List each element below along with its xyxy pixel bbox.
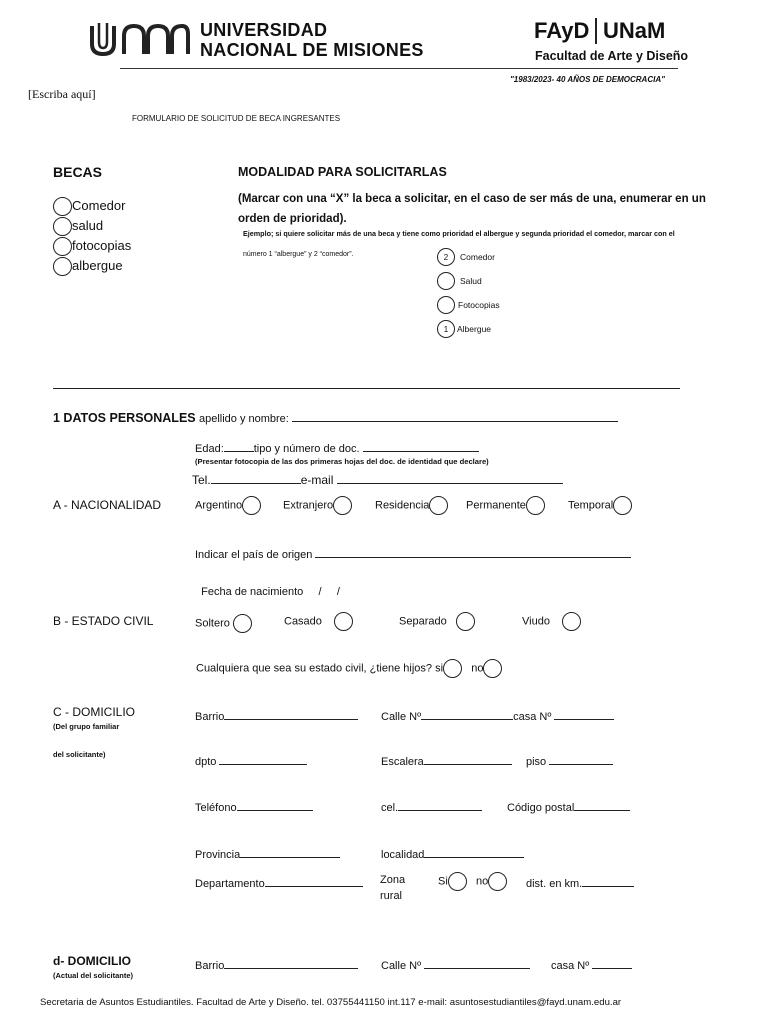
option-residencia[interactable]: Residencia [375, 496, 448, 515]
university-name-line2: NACIONAL DE MISIONES [200, 40, 424, 60]
becas-list [53, 196, 131, 276]
beca-item-fotocopias[interactable]: fotocopias [53, 236, 131, 256]
radio[interactable] [242, 496, 261, 515]
domicilio-d-subtitle: (Actual del solicitante) [53, 971, 134, 980]
modalidad-instruction-1: (Marcar con una “X” la beca a solicitar, en el caso de ser más de una, enumerar en un [238, 193, 706, 205]
dist-input[interactable] [582, 874, 634, 887]
beca-item-comedor[interactable]: Comedor [53, 196, 131, 216]
radio[interactable] [562, 612, 581, 631]
escalera-field: Escalera [381, 752, 512, 768]
escalera-input[interactable] [424, 752, 512, 765]
footer: Secretaria de Asuntos Estudiantiles. Facultad de Arte y Diseño. tel. 03755441150 int.117 e-mail: asuntosestudiantiles@fayd.unam.edu.ar [40, 997, 622, 1008]
modalidad-title: MODALIDAD PARA SOLICITARLAS [238, 165, 447, 179]
beca-item-salud[interactable]: salud [53, 216, 131, 236]
option-extranjero[interactable]: Extranjero [283, 496, 352, 515]
priority-circle: 1 [437, 320, 455, 338]
name-label: apellido y nombre: [198, 413, 289, 425]
option-viudo[interactable]: Viudo [522, 612, 581, 631]
option-soltero[interactable]: Soltero [195, 614, 252, 633]
barrio-input[interactable] [224, 707, 358, 720]
beca-checkbox[interactable] [53, 237, 72, 256]
unam-logo [88, 20, 190, 58]
radio[interactable] [613, 496, 632, 515]
priority-circle [437, 296, 455, 314]
example-list [437, 245, 500, 341]
hijos-row: Cualquiera que sea su estado civil, ¿tiene hijos? si no [196, 659, 502, 678]
header-divider [595, 18, 597, 44]
codigo-postal-input[interactable] [574, 798, 630, 811]
calle-input[interactable] [421, 707, 513, 720]
pais-row: Indicar el país de origen [195, 545, 631, 561]
departamento-input[interactable] [265, 874, 363, 887]
example-item: 2 Comedor [437, 245, 500, 269]
d-calle-field: Calle Nº [381, 956, 530, 972]
provincia-field: Provincia [195, 845, 340, 861]
cel-input[interactable] [398, 798, 482, 811]
d-casa-input[interactable] [592, 956, 632, 969]
modalidad-example-1: Ejemplo; si quiere solicitar más de una beca y tiene como prioridad el albergue y segunda prioridad el comedor, marcar con el [243, 229, 675, 238]
header-rule [120, 68, 678, 69]
d-barrio-field: Barrio [195, 956, 358, 972]
example-item: 1 Albergue [437, 317, 500, 341]
d-calle-input[interactable] [424, 956, 530, 969]
name-input[interactable] [292, 409, 618, 422]
radio[interactable] [233, 614, 252, 633]
localidad-field: localidad [381, 845, 524, 861]
codigo-postal-field: Código postal [507, 798, 630, 814]
motto: "1983/2023- 40 AÑOS DE DEMOCRACIA" [510, 75, 665, 84]
casa-input[interactable] [554, 707, 614, 720]
zona-si-radio[interactable] [448, 872, 467, 891]
fecha-row: Fecha de nacimiento / / [201, 586, 340, 598]
provincia-input[interactable] [240, 845, 340, 858]
option-separado[interactable]: Separado [399, 612, 475, 631]
faculty-name: Facultad de Arte y Diseño [535, 49, 689, 63]
modalidad-example-2: número 1 “albergue” y 2 “comedor”. [243, 251, 354, 258]
hijos-si-radio[interactable] [443, 659, 462, 678]
beca-item-albergue[interactable]: albergue [53, 256, 131, 276]
datos-row [53, 409, 618, 425]
university-name-line1: UNIVERSIDAD [200, 20, 328, 40]
pais-input[interactable] [315, 545, 631, 558]
datos-title: 1 DATOS PERSONALES [53, 411, 196, 425]
nacionalidad-title: A - NACIONALIDAD [53, 498, 162, 512]
domicilio-subtitle-1: (Del grupo familiar [53, 722, 120, 731]
option-argentino[interactable]: Argentino [195, 496, 261, 515]
becas-title: BECAS [53, 164, 103, 180]
option-casado[interactable]: Casado [284, 612, 353, 631]
doc-input[interactable] [363, 439, 479, 452]
hijos-no-radio[interactable] [483, 659, 502, 678]
unam-logo-icon [88, 20, 190, 58]
dpto-input[interactable] [219, 752, 307, 765]
tel-input[interactable] [211, 471, 301, 484]
localidad-input[interactable] [424, 845, 524, 858]
radio[interactable] [334, 612, 353, 631]
edad-input[interactable] [224, 439, 254, 452]
estado-civil-title: B - ESTADO CIVIL [53, 614, 154, 628]
radio[interactable] [456, 612, 475, 631]
tel-email-row: Tel. e-mail [192, 471, 563, 487]
edad-row: Edad: tipo y número de doc. [195, 439, 479, 455]
domicilio-d-title: d- DOMICILIO [53, 954, 131, 968]
dist-field: dist. en km. [526, 874, 634, 890]
d-barrio-input[interactable] [224, 956, 358, 969]
placeholder-text[interactable]: [Escriba aquí] [28, 87, 96, 101]
example-item: Salud [437, 269, 500, 293]
option-temporal[interactable]: Temporal [568, 496, 632, 515]
radio[interactable] [526, 496, 545, 515]
zona-no-radio[interactable] [488, 872, 507, 891]
option-permanente[interactable]: Permanente [466, 496, 545, 515]
beca-checkbox[interactable] [53, 257, 72, 276]
telefono-field: Teléfono [195, 798, 313, 814]
piso-field: piso [526, 752, 613, 768]
piso-input[interactable] [549, 752, 613, 765]
barrio-field: Barrio [195, 707, 358, 723]
dpto-field: dpto [195, 752, 307, 768]
priority-circle: 2 [437, 248, 455, 266]
fayd-label: FAyD [534, 18, 590, 43]
domicilio-subtitle-2: del solicitante) [53, 750, 106, 759]
zona-options: Si no [438, 872, 507, 891]
telefono-input[interactable] [237, 798, 313, 811]
priority-circle [437, 272, 455, 290]
unam-label: UNaM [603, 18, 666, 43]
modalidad-instruction-2: orden de prioridad). [238, 213, 347, 225]
departamento-field: Departamento [195, 874, 363, 890]
doc-note: (Presentar fotocopia de las dos primeras hojas del doc. de identidad que declare) [195, 457, 489, 466]
beca-checkbox[interactable] [53, 217, 72, 236]
cel-field: cel. [381, 798, 482, 814]
d-casa-field: casa Nº [551, 956, 632, 972]
rural-label: rural [380, 890, 403, 902]
email-input[interactable] [337, 471, 563, 484]
domicilio-title: C - DOMICILIO [53, 705, 136, 719]
example-item: Fotocopias [437, 293, 500, 317]
calle-field: Calle Nº casa Nº [381, 707, 614, 723]
beca-checkbox[interactable] [53, 197, 72, 216]
section-divider [53, 388, 680, 389]
zona-label: Zona [380, 874, 406, 886]
radio[interactable] [333, 496, 352, 515]
form-title: FORMULARIO DE SOLICITUD DE BECA INGRESANTES [132, 114, 341, 123]
radio[interactable] [429, 496, 448, 515]
